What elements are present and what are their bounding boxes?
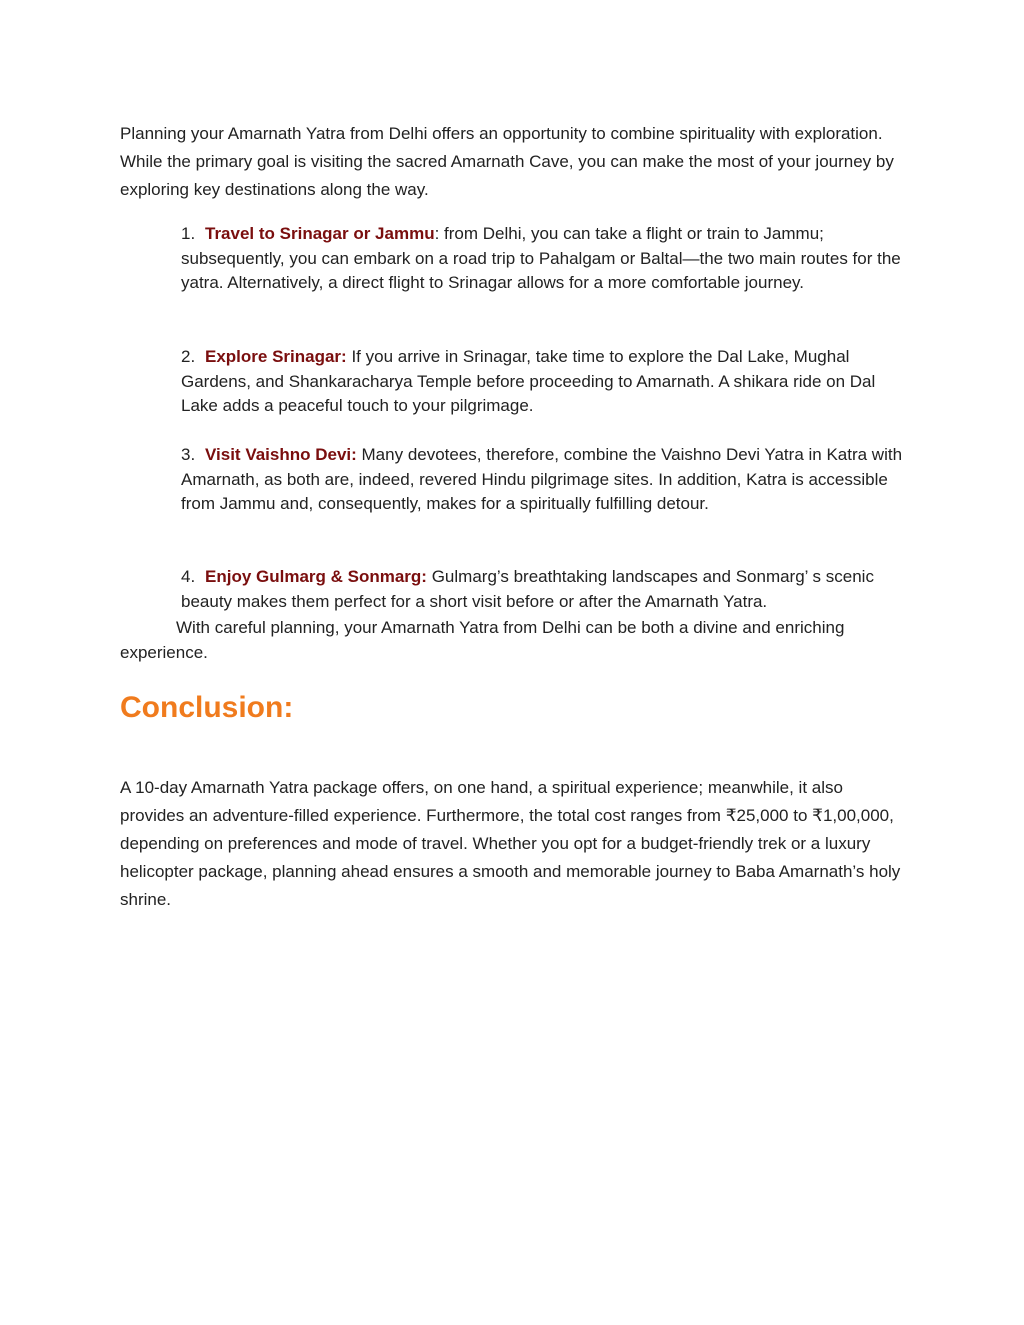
list-item-number: 1. [181, 224, 196, 243]
list-item-text: : from Delhi, you can take a flight or train to Jammu; subsequently, you can embark on a road trip to Pahalgam or Baltal—the two main routes for the yatra. Alternatively, a direct flight to Srinagar allows for a more comfortable journey. [181, 224, 901, 292]
list-item-text: If you arrive in Srinagar, take time to explore the Dal Lake, Mughal Gardens, and Shankaracharya Temple before proceeding to Amarnath. A shikara ride on Dal Lake adds a peaceful touch to your pilgrimage. [181, 347, 876, 415]
list-item-title: Explore Srinagar: [205, 347, 347, 366]
closing-paragraph [120, 615, 910, 665]
list-item [181, 565, 911, 614]
list-item [181, 443, 911, 517]
list-item-number: 3. [181, 445, 196, 464]
conclusion-heading: Conclusion: [120, 691, 294, 724]
list-item-title: Visit Vaishno Devi: [205, 445, 357, 464]
list-item-number: 4. [181, 567, 196, 586]
list-item [181, 345, 911, 419]
conclusion-paragraph: A 10-day Amarnath Yatra package offers, on one hand, a spiritual experience; meanwhile, it also provides an adventure-filled experience. Furthermore, the total cost ranges from ₹25,000 to ₹1,00,000, depending on preferences and mode of travel. Whether you opt for a budget-friendly trek or a luxury helicopter package, planning ahead ensures a smooth and memorable journey to Baba Amarnath’s holy shrine. [120, 778, 901, 909]
list-item-title: Travel to Srinagar or Jammu [205, 224, 435, 243]
list-item-number: 2. [181, 347, 196, 366]
closing-text: With careful planning, your Amarnath Yatra from Delhi can be both a divine and enriching experience. [120, 618, 845, 662]
list-item-title: Enjoy Gulmarg & Sonmarg: [205, 567, 427, 586]
intro-paragraph: Planning your Amarnath Yatra from Delhi offers an opportunity to combine spirituality with exploration. While the primary goal is visiting the sacred Amarnath Cave, you can make the most of your journey by exploring key destinations along the way. [120, 124, 894, 199]
list-item [181, 222, 911, 296]
list-item-text: Gulmarg’s breathtaking landscapes and Sonmarg’ s scenic beauty makes them perfect for a short visit before or after the Amarnath Yatra. [181, 567, 874, 611]
list-item-text: Many devotees, therefore, combine the Vaishno Devi Yatra in Katra with Amarnath, as both are, indeed, revered Hindu pilgrimage sites. In addition, Katra is accessible from Jammu and, consequently, makes for a spiritually fulfilling detour. [181, 445, 903, 513]
